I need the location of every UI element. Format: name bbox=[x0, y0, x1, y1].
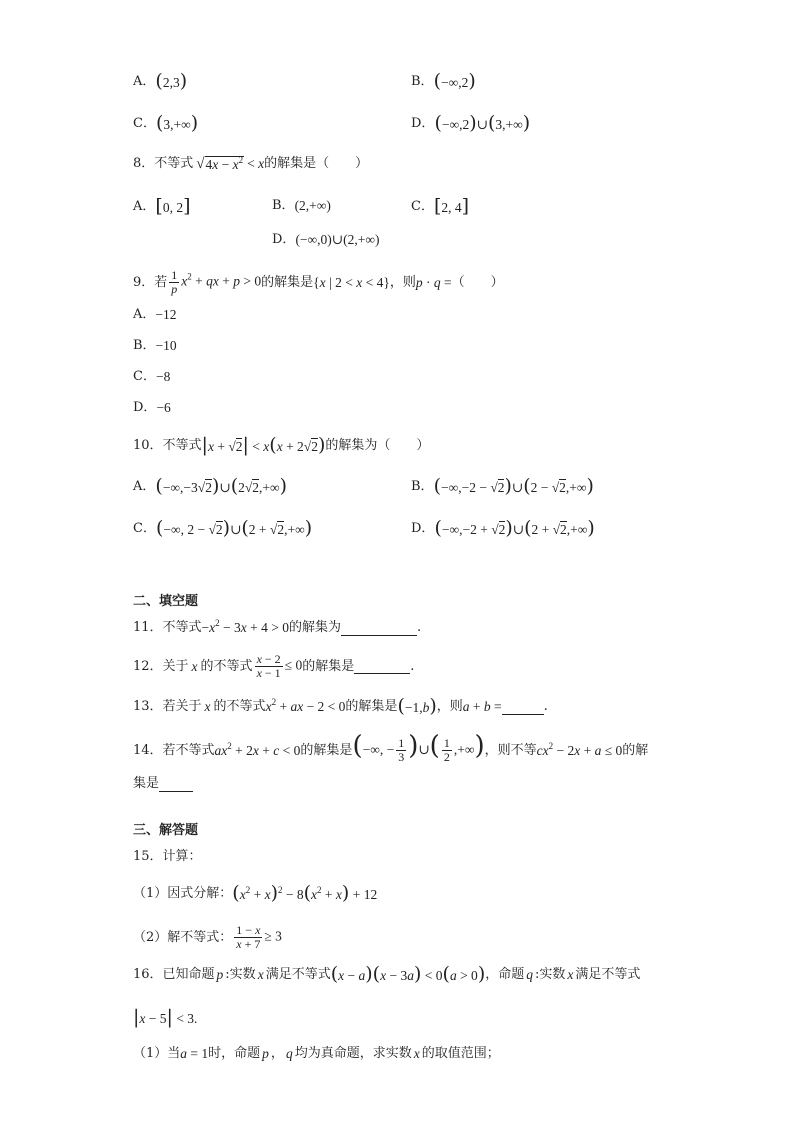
q9-option-a: A． −12 bbox=[133, 307, 177, 322]
q15-stem: 15．计算： bbox=[133, 849, 202, 864]
q15-part2: （2）解不等式： $\frac{1 - x}{x + 7}$ ≥ 3 bbox=[133, 923, 282, 951]
q11-answer-blank[interactable] bbox=[341, 621, 417, 636]
q8-option-b: B． (2,+∞) bbox=[272, 198, 331, 213]
q8-option-c: C． [2, 4] bbox=[411, 195, 470, 217]
q7-option-c: C． (3,+∞) bbox=[133, 112, 199, 134]
q15-part1: （1）因式分解： $(x^2 + x)^2 - 8(x^2 + x) + 12$ bbox=[133, 882, 378, 904]
q8-option-a: A． [0, 2] bbox=[133, 195, 191, 217]
q9-stem: 9．若 $\frac{1}{p}$ $x^2$ + qx + p > 0 的解集是 {x | 2 < x < 4} ，则 p · q = （ ） bbox=[133, 268, 504, 296]
q14-stem: 14．若不等式 $ax^2 + 2x + c < 0$ 的解集是 (−∞, − $\frac{1}{3}$ )∪( $\frac{1}{2}$ ,+∞) ，则不等 $cx^2 - 2x + a \le 0$ 的解 bbox=[133, 731, 649, 765]
q11-stem: 11．不等式 $-x^2 - 3x + 4 > 0$ 的解集为 . bbox=[133, 618, 422, 635]
q9-option-b: B． −10 bbox=[133, 338, 177, 353]
q16-stem-line2: |x − 5| < 3. bbox=[133, 1006, 198, 1028]
q13-stem: 13．若关于 x 的不等式 $x^2$ + ax − 2 < 0 的解集是 (−1,b) ，则 a + b = . bbox=[133, 695, 548, 717]
q16-part1: （1）当 a = 1 时，命题 p ， q 均为真命题，求实数 x 的取值范围； bbox=[133, 1046, 500, 1061]
q10-stem: 10．不等式 |x + √2| < x(x + 2√2) 的解集为（ ） bbox=[133, 434, 430, 456]
q10-option-d: D． (−∞,−2 + √2)∪(2 + √2,+∞) bbox=[411, 517, 595, 539]
q8-option-d: D． (−∞,0)∪(2,+∞) bbox=[272, 232, 380, 247]
q12-answer-blank[interactable] bbox=[354, 659, 410, 674]
q12-stem: 12．关于 x 的不等式 $\frac{x - 2}{x - 1}$ ≤ 0 的解集是 . bbox=[133, 652, 415, 680]
section-fill-blank-heading: 二、填空题 bbox=[133, 594, 199, 609]
q7-option-a: A． (2,3) bbox=[133, 70, 188, 92]
q14-answer-blank[interactable] bbox=[159, 777, 193, 792]
q16-stem: 16．已知命题 p :实数 x 满足不等式 (x − a)(x − 3a) < 0(a > 0) ，命题 q :实数 x 满足不等式 bbox=[133, 963, 641, 985]
q8-stem: 8．不等式 √ $4x - x^2$ < x 的解集是（ ） bbox=[133, 155, 369, 172]
q10-option-c: C． (−∞, 2 − √2)∪(2 + √2,+∞) bbox=[133, 517, 313, 539]
q10-option-b: B． (−∞,−2 − √2)∪(2 − √2,+∞) bbox=[411, 475, 594, 497]
q13-answer-blank[interactable] bbox=[502, 700, 544, 715]
q9-option-d: D． −6 bbox=[133, 400, 171, 415]
q10-option-a: A． (−∞,−3√2)∪(2√2,+∞) bbox=[133, 475, 288, 497]
section-solution-heading: 三、解答题 bbox=[133, 823, 199, 838]
q7-option-d: D． (−∞,2)∪(3,+∞) bbox=[411, 112, 531, 134]
q14-stem-line2: 集是 bbox=[133, 775, 193, 793]
q9-option-c: C． −8 bbox=[133, 369, 171, 384]
q7-option-b: B． (−∞,2) bbox=[411, 70, 476, 92]
